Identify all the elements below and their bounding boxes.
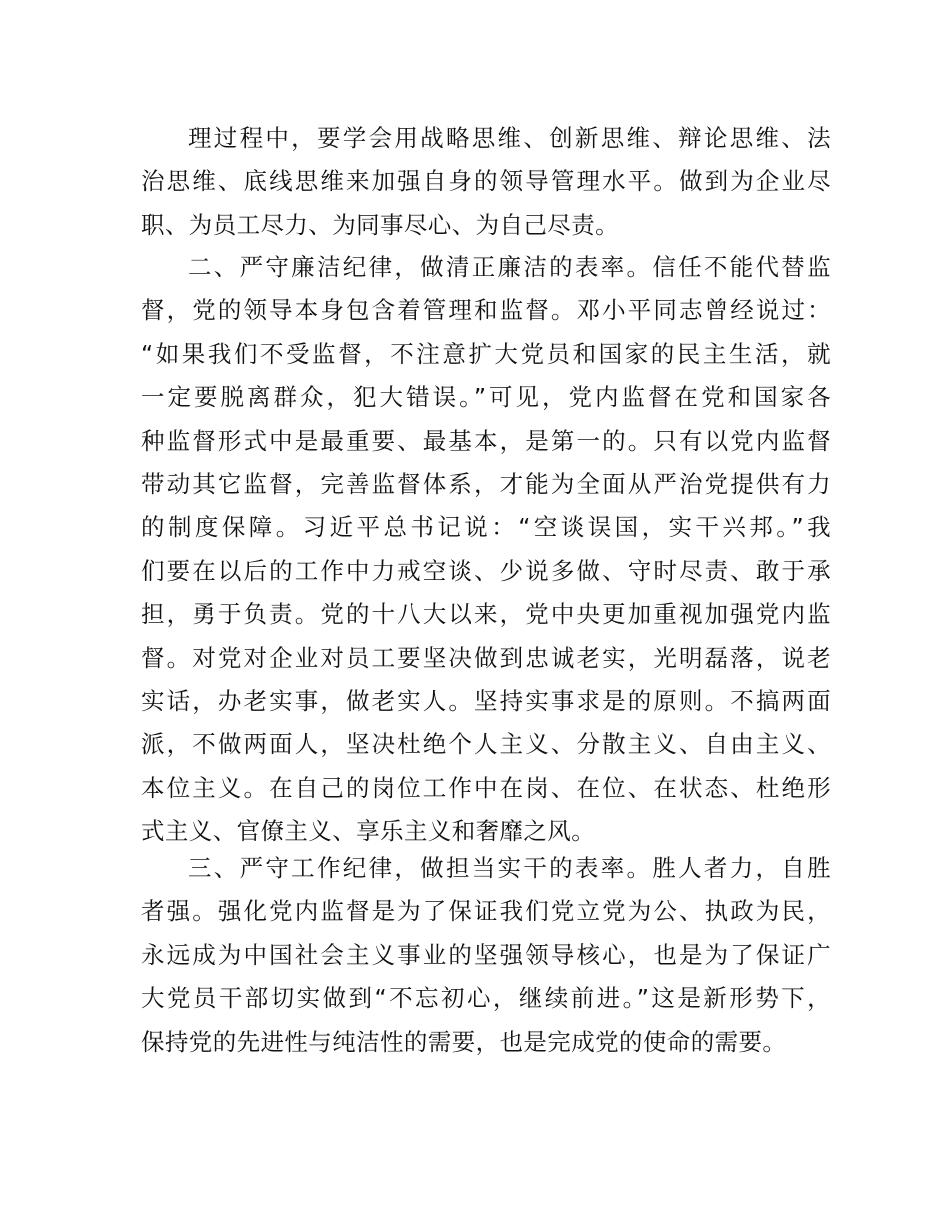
paragraph-line: 理过程中，要学会用战略思维、创新思维、辩论思维、法 [188,124,831,152]
paragraph-line: 治思维、底线思维来加强自身的领导管理水平。做到为企业尽 [141,167,831,196]
paragraph-line: 们要在以后的工作中力戒空谈、少说多做、守时尽责、敢于承 [141,556,831,585]
paragraph-line: 永远成为中国社会主义事业的坚强领导核心，也是为了保证广 [141,940,831,969]
paragraph-line: 担，勇于负责。党的十八大以来，党中央更加重视加强党内监 [141,600,831,629]
paragraph-3 [141,847,831,1064]
paragraph-2 [141,246,831,853]
paragraph-line: 实话，办老实事，做老实人。坚持实事求是的原则。不搞两面 [141,686,831,715]
paragraph-line: 二、严守廉洁纪律，做清正廉洁的表率。信任不能代替监 [188,253,831,281]
paragraph-line: 者强。强化党内监督是为了保证我们党立党为公、执政为民， [141,897,831,926]
paragraph-line: “如果我们不受监督，不注意扩大党员和国家的民主生活，就 [141,339,831,368]
paragraph-line: 种监督形式中是最重要、最基本，是第一的。只有以党内监督 [141,426,831,455]
paragraph-1 [141,117,831,247]
paragraph-line: 督。对党对企业对员工要坚决做到忠诚老实，光明磊落，说老 [141,643,831,672]
paragraph-line: 保持党的先进性与纯洁性的需要，也是完成党的使命的需要。 [141,1027,787,1056]
paragraph-line: 带动其它监督，完善监督体系，才能为全面从严治党提供有力 [141,469,831,498]
paragraph-line: 职、为员工尽力、为同事尽心、为自己尽责。 [141,210,619,239]
paragraph-line: 大党员干部切实做到“不忘初心，继续前进。”这是新形势下， [141,984,831,1013]
paragraph-line: 本位主义。在自己的岗位工作中在岗、在位、在状态、杜绝形 [141,773,831,802]
paragraph-line: 一定要脱离群众，犯大错误。”可见，党内监督在党和国家各 [141,383,831,412]
paragraph-line: 派，不做两面人，坚决杜绝个人主义、分散主义、自由主义、 [141,730,831,759]
paragraph-line: 的制度保障。习近平总书记说：“空谈误国，实干兴邦。”我 [141,513,831,542]
paragraph-line: 三、严守工作纪律，做担当实干的表率。胜人者力，自胜 [188,854,831,882]
paragraph-line: 式主义、官僚主义、享乐主义和奢靡之风。 [141,817,596,846]
paragraph-line: 督，党的领导本身包含着管理和监督。邓小平同志曾经说过： [141,296,831,325]
